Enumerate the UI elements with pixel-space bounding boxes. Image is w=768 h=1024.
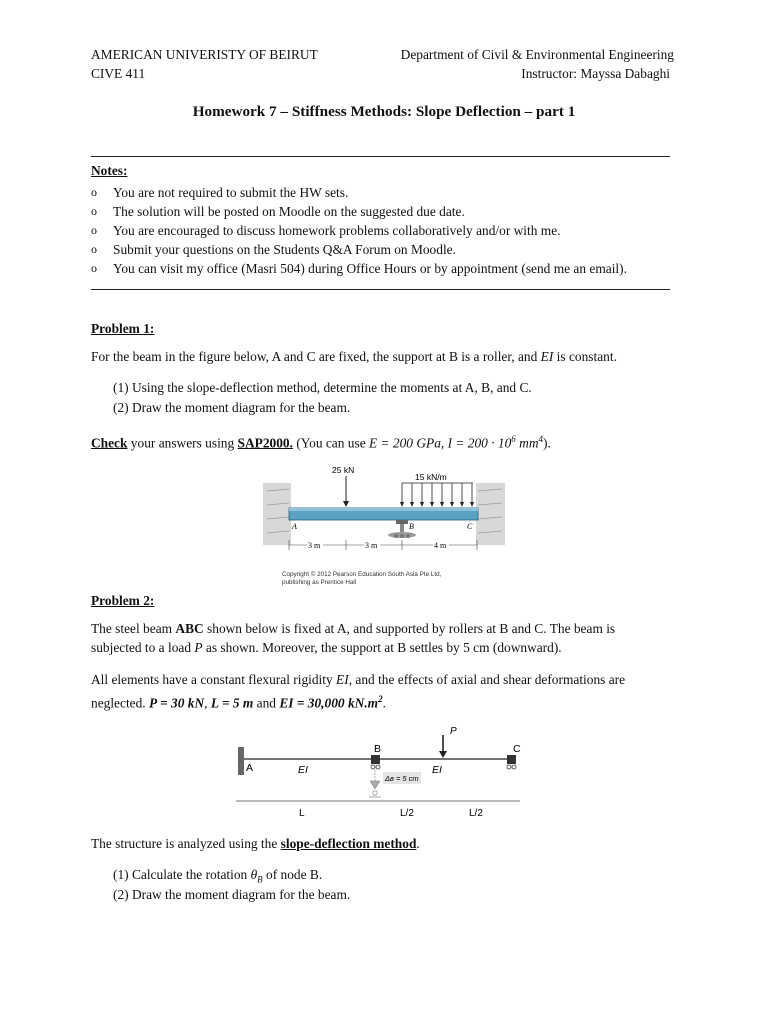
right-wall xyxy=(476,483,505,545)
page-title: Homework 7 – Stiffness Methods: Slope Deflection – part 1 xyxy=(192,103,576,120)
problem1-intro: For the beam in the figure below, A and C are fixed, the support at B is a roller, and EI is constant. xyxy=(91,349,617,364)
problem1-item-1: (1) Using the slope-deflection method, determine the moments at A, B, and C. xyxy=(113,380,532,395)
problem2-line-1: The steel beam ABC shown below is fixed at A, and supported by rollers at B and C. The beam is xyxy=(91,621,616,636)
roller-support-b xyxy=(371,755,380,764)
dim-label-l2-a: L/2 xyxy=(400,808,414,819)
label-b: B xyxy=(374,743,382,755)
problem2-item-1: (1) Calculate the rotation $\theta_B$ of node B. xyxy=(113,867,323,885)
beam-diagram xyxy=(228,725,538,820)
label-a: A xyxy=(292,522,297,531)
label-a: A xyxy=(246,762,254,774)
university-name: AMERICAN UNIVERISTY OF BEIRUT xyxy=(91,47,318,62)
dim-label-2: 3 m xyxy=(365,541,378,550)
point-load-label: 25 kN xyxy=(332,465,355,475)
left-wall xyxy=(263,483,291,545)
list-item: o The solution will be posted on Moodle on the suggested due date. xyxy=(91,204,465,219)
problem2-line-2: subjected to a load P as shown. Moreover, the support at B settles by 5 cm (downward). xyxy=(91,640,562,655)
bullet-icon: o xyxy=(91,242,97,256)
problem2-item-2: (2) Draw the moment diagram for the beam. xyxy=(113,887,351,902)
dim-label-l: L xyxy=(299,808,305,819)
bullet-icon: o xyxy=(91,185,97,199)
notes-list xyxy=(91,183,681,278)
roller-support-b xyxy=(396,520,408,524)
problem2-line-3: All elements have a constant flexural rigidity EI, and the effects of axial and shear deformations are xyxy=(91,672,626,687)
course-code: CIVE 411 xyxy=(91,66,146,81)
instructor-name: Instructor: Mayssa Dabaghi xyxy=(521,66,670,81)
label-ei-2: EI xyxy=(432,764,442,776)
bullet-icon: o xyxy=(91,204,97,218)
bullet-icon: o xyxy=(91,261,97,275)
problem1-heading: Problem 1: xyxy=(91,321,155,336)
problem2-line-4: neglected. P = 30 kN, L = 5 m and EI = 30,000 $kN.m^2$. xyxy=(91,694,386,711)
beam-diagram xyxy=(259,461,510,592)
distributed-load-label: 15 kN/m xyxy=(415,472,447,482)
roller-support-c xyxy=(507,755,516,764)
copyright-line-2: publishing as Prentice Hall xyxy=(282,579,357,586)
problem1-check: Check your answers using SAP2000. (You can use E = 200 GPa, $I = 200 \cdot 10^6$ $mm^4$). xyxy=(91,434,551,451)
top-divider xyxy=(91,156,670,157)
fixed-support-a xyxy=(238,747,244,775)
label-c: C xyxy=(513,743,521,755)
label-p: P xyxy=(450,726,457,737)
list-item: o Submit your questions on the Students Q&A Forum on Moodle. xyxy=(91,242,456,257)
label-b: B xyxy=(409,522,414,531)
dim-label-1: 3 m xyxy=(308,541,321,550)
problem2-heading: Problem 2: xyxy=(91,593,155,608)
dim-label-l2-b: L/2 xyxy=(469,808,483,819)
list-item: o You are encouraged to discuss homework problems collaboratively and/or with me. xyxy=(91,223,561,238)
bullet-icon: o xyxy=(91,223,97,237)
settlement-label: Δʙ = 5 cm xyxy=(385,774,419,783)
problem1-beam-figure xyxy=(259,461,510,592)
copyright-line-1: Copyright © 2012 Pearson Education South Asia Pte Ltd, xyxy=(282,571,442,578)
problem1-item-2: (2) Draw the moment diagram for the beam. xyxy=(113,400,351,415)
department-name: Department of Civil & Environmental Engineering xyxy=(400,47,674,62)
list-item: o You can visit my office (Masri 504) during Office Hours or by appointment (send me an email). xyxy=(91,261,627,276)
label-ei-1: EI xyxy=(298,764,308,776)
dim-label-3: 4 m xyxy=(434,541,447,550)
bottom-divider xyxy=(91,289,670,290)
notes-heading: Notes: xyxy=(91,163,128,178)
problem2-beam-figure xyxy=(228,725,538,820)
label-c: C xyxy=(467,522,473,531)
problem2-analysis: The structure is analyzed using the slope-deflection method. xyxy=(91,836,420,851)
list-item: o You are not required to submit the HW sets. xyxy=(91,185,349,200)
